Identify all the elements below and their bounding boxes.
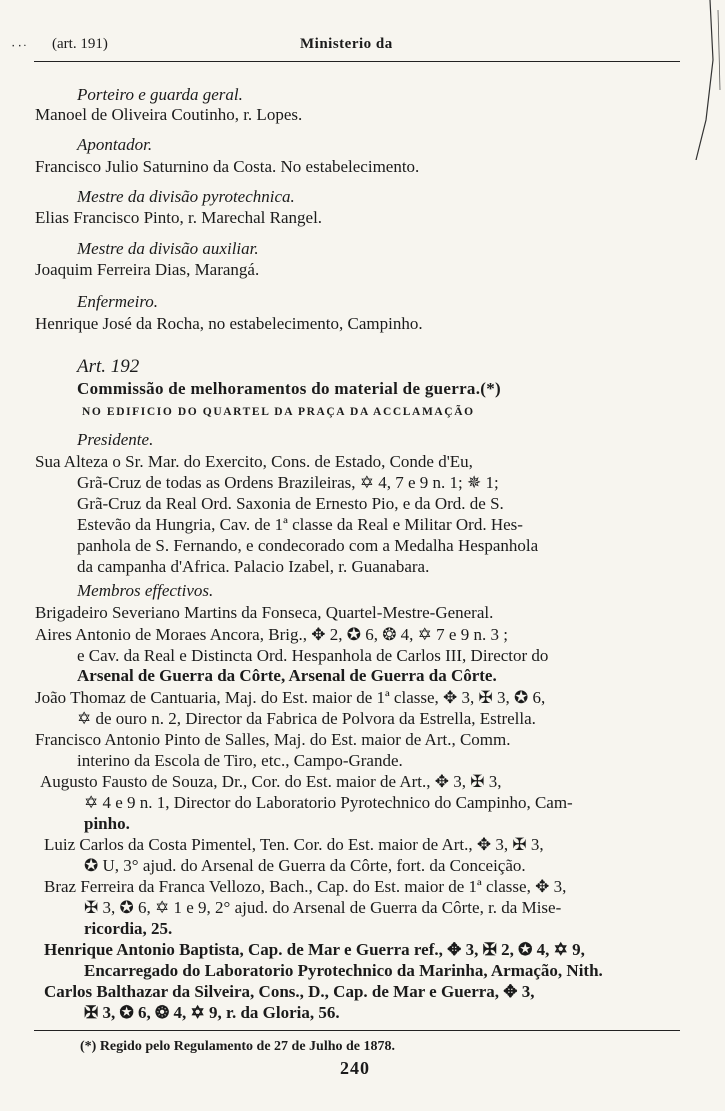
section-subheading: NO EDIFICIO DO QUARTEL DA PRAÇA DA ACCLAMAÇÃO [82,406,475,418]
entry-line: ✪ U, 3° ajud. do Arsenal de Guerra da Côrte, fort. da Conceição. [84,856,526,875]
header-rule [34,61,680,62]
footnote-rule [34,1030,680,1031]
article-number: Art. 192 [77,356,140,377]
entry-line: Luiz Carlos da Costa Pimentel, Ten. Cor. do Est. maior de Art., ✥ 3, ✠ 3, [44,835,544,854]
entry-line: ✡ de ouro n. 2, Director da Fabrica de Polvora da Estrella, Estrella. [77,709,536,728]
entry-line: Encarregado do Laboratorio Pyrotechnico da Marinha, Armação, Nith. [84,961,603,980]
entry-line: Henrique Antonio Baptista, Cap. de Mar e Guerra ref., ✥ 3, ✠ 2, ✪ 4, ✡ 9, [44,940,585,959]
entry-line: panhola de S. Fernando, e condecorado com a Medalha Hespanhola [77,536,539,555]
scan-edge-mark [640,0,725,160]
entry-line: Braz Ferreira da Franca Vellozo, Bach., Cap. do Est. maior de 1ª classe, ✥ 3, [44,877,567,896]
entry-line: pinho. [84,814,130,833]
entry-line: João Thomaz de Cantuaria, Maj. do Est. maior de 1ª classe, ✥ 3, ✠ 3, ✪ 6, [35,688,546,707]
entry-line: Francisco Julio Saturnino da Costa. No estabelecimento. [35,157,420,176]
entry-line: Manoel de Oliveira Coutinho, r. Lopes. [35,105,303,124]
entry-line: da campanha d'Africa. Palacio Izabel, r. Guanabara. [77,557,430,576]
header-running-title: Ministerio da [300,36,393,52]
running-header [10,36,680,58]
entry-line: ✡ 4 e 9 n. 1, Director do Laboratorio Pyrotechnico do Campinho, Cam- [84,793,573,812]
role-label: Membros effectivos. [77,581,214,600]
entry-line: e Cav. da Real e Distincta Ord. Hespanhola de Carlos III, Director do [77,646,549,665]
entry-line: ricordia, 25. [84,919,173,938]
entry-line: Brigadeiro Severiano Martins da Fonseca, Quartel-Mestre-General. [35,603,494,622]
role-label: Apontador. [77,135,153,154]
header-mark: ٠٠· [10,38,27,52]
footnote: (*) Regido pelo Regulamento de 27 de Julho de 1878. [80,1039,395,1054]
entry-line: Aires Antonio de Moraes Ancora, Brig., ✥ 2, ✪ 6, ❂ 4, ✡ 7 e 9 n. 3 ; [35,625,508,644]
entry-line: Elias Francisco Pinto, r. Marechal Rangel. [35,208,323,227]
entry-line: ✠ 3, ✪ 6, ❂ 4, ✡ 9, r. da Gloria, 56. [84,1003,340,1022]
role-label: Mestre da divisão auxiliar. [77,239,259,258]
entry-line: Arsenal de Guerra da Côrte, Arsenal de Guerra da Côrte. [77,666,497,685]
entry-line: Grã-Cruz da Real Ord. Saxonia de Ernesto Pio, e da Ord. de S. [77,494,504,513]
entry-line: Francisco Antonio Pinto de Salles, Maj. do Est. maior de Art., Comm. [35,730,511,749]
role-label: Mestre da divisão pyrotechnica. [77,187,295,206]
entry-line: Estevão da Hungria, Cav. de 1ª classe da Real e Militar Ord. Hes- [77,515,523,534]
entry-line: Augusto Fausto de Souza, Dr., Cor. do Est. maior de Art., ✥ 3, ✠ 3, [40,772,502,791]
entry-line: Sua Alteza o Sr. Mar. do Exercito, Cons. de Estado, Conde d'Eu, [35,452,473,471]
page-number: 240 [340,1058,370,1078]
header-article-ref: (art. 191) [52,36,108,52]
entry-line: Henrique José da Rocha, no estabelecimento, Campinho. [35,314,423,333]
entry-line: ✠ 3, ✪ 6, ✡ 1 e 9, 2° ajud. do Arsenal de Guerra da Côrte, r. da Mise- [84,898,562,917]
role-label: Presidente. [77,430,154,449]
entry-line: interino da Escola de Tiro, etc., Campo-Grande. [77,751,403,770]
entry-line: Joaquim Ferreira Dias, Marangá. [35,260,260,279]
entry-line: Carlos Balthazar da Silveira, Cons., D., Cap. de Mar e Guerra, ✥ 3, [44,982,535,1001]
entry-line: Grã-Cruz de todas as Ordens Brazileiras, ✡ 4, 7 e 9 n. 1; ✵ 1; [77,473,499,492]
role-label: Enfermeiro. [77,292,159,311]
role-label: Porteiro e guarda geral. [77,85,243,104]
section-heading: Commissão de melhoramentos do material de guerra.(*) [77,379,501,398]
